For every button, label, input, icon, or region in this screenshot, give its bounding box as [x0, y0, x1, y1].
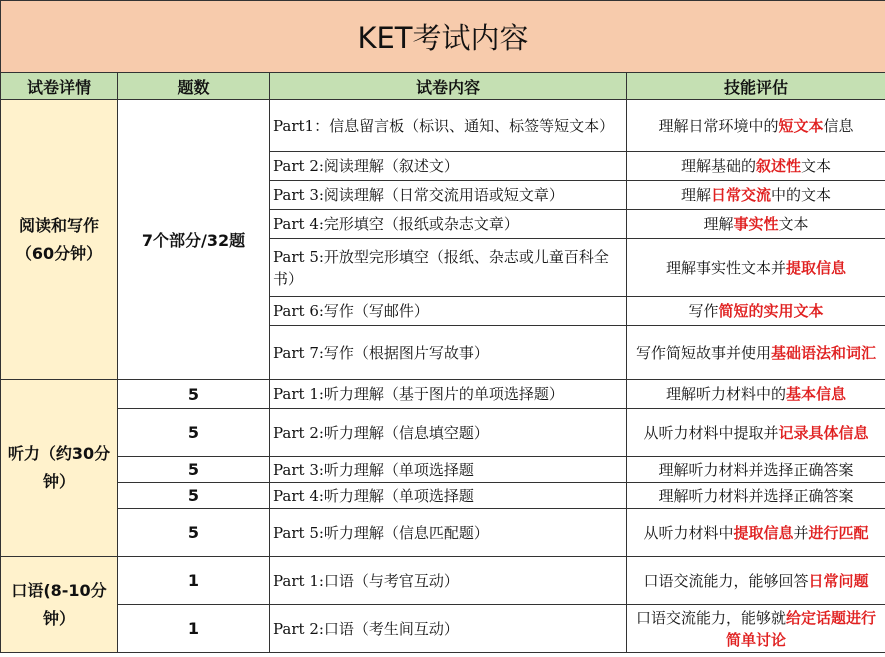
skill-text: 中的文本 [771, 186, 832, 204]
skill-text: 理解听力材料中的 [665, 385, 786, 403]
listening-part-3-skill [627, 457, 885, 483]
skill-text: 从听力材料中提取并 [643, 423, 779, 442]
listening-part-2-content: Part 2:听力理解（信息填空题） [270, 409, 627, 457]
reading-question-count: 7个部分/32题 [118, 100, 270, 380]
speaking-part-1-content: Part 1:口语（与考官互动） [270, 557, 627, 605]
skill-text: 口语交流能力，能够就 [635, 608, 786, 627]
skill-highlight-text: 日常问题 [808, 571, 869, 590]
speaking-part-2-skill [627, 605, 885, 653]
skill-text: 理解基础的 [680, 157, 756, 175]
reading-part-2-content: Part 2:阅读理解（叙述文） [270, 152, 627, 181]
skill-highlight-text: 提取信息 [733, 523, 794, 542]
listening-part-3-count: 5 [118, 457, 270, 483]
skill-highlight-text: 记录具体信息 [778, 423, 869, 442]
skill-text: 文本 [778, 215, 809, 233]
skill-highlight-text: 进行匹配 [808, 523, 869, 542]
skill-highlight-text: 简短的实用文本 [718, 302, 824, 320]
skill-text: 理解 [680, 186, 711, 204]
skill-text: 信息 [823, 116, 854, 135]
reading-part-4-skill [627, 210, 885, 239]
skill-highlight-text: 事实性 [733, 215, 779, 233]
listening-part-2-count: 5 [118, 409, 270, 457]
skill-highlight-text: 基本信息 [786, 385, 847, 403]
header-skill-assessment: 技能评估 [627, 73, 885, 100]
reading-part-3-content: Part 3:阅读理解（日常交流用语或短文章） [270, 181, 627, 210]
skill-text: 理解听力材料并选择正确答案 [658, 486, 854, 505]
reading-part-2-skill [627, 152, 885, 181]
page-title: KET考试内容 [1, 1, 885, 73]
reading-part-5-skill [627, 239, 885, 297]
section-reading-writing-label: 阅读和写作（60分钟） [1, 100, 118, 380]
skill-text: 理解听力材料并选择正确答案 [658, 460, 854, 479]
speaking-part-1-count: 1 [118, 557, 270, 605]
listening-part-4-count: 5 [118, 483, 270, 509]
reading-part-1-skill [627, 100, 885, 152]
reading-part-1-content: Part1：信息留言板（标识、通知、标签等短文本） [270, 100, 627, 152]
listening-part-4-skill [627, 483, 885, 509]
speaking-part-2-count: 1 [118, 605, 270, 653]
speaking-part-2-content: Part 2:口语（考生间互动） [270, 605, 627, 653]
listening-part-1-content: Part 1:听力理解（基于图片的单项选择题） [270, 380, 627, 409]
listening-part-4-content: Part 4:听力理解（单项选择题 [270, 483, 627, 509]
skill-text: 理解 [703, 215, 734, 233]
skill-highlight-text: 短文本 [778, 116, 824, 135]
writing-part-6-content: Part 6:写作（写邮件） [270, 297, 627, 326]
listening-part-1-skill [627, 380, 885, 409]
listening-part-5-skill [627, 509, 885, 557]
header-paper-details: 试卷详情 [1, 73, 118, 100]
listening-part-5-content: Part 5:听力理解（信息匹配题） [270, 509, 627, 557]
listening-part-5-count: 5 [118, 509, 270, 557]
reading-part-3-skill [627, 181, 885, 210]
skill-highlight-text: 日常交流 [710, 186, 771, 204]
skill-text: 从听力材料中 [643, 523, 734, 542]
skill-text: 理解事实性文本并 [665, 258, 786, 277]
skill-text: 文本 [801, 157, 832, 175]
skill-highlight-text: 基础语法和词汇 [771, 343, 877, 362]
writing-part-6-skill [627, 297, 885, 326]
listening-part-3-content: Part 3:听力理解（单项选择题 [270, 457, 627, 483]
section-speaking-label: 口语(8-10分钟） [1, 557, 118, 653]
speaking-part-1-skill [627, 557, 885, 605]
listening-part-1-count: 5 [118, 380, 270, 409]
reading-part-5-content: Part 5:开放型完形填空（报纸、杂志或儿童百科全书） [270, 239, 627, 297]
skill-highlight-text: 叙述性 [755, 157, 801, 175]
reading-part-4-content: Part 4:完形填空（报纸或杂志文章） [270, 210, 627, 239]
skill-text: 口语交流能力，能够回答 [643, 571, 809, 590]
header-question-count: 题数 [118, 73, 270, 100]
skill-text: 写作简短故事并使用 [635, 343, 771, 362]
header-paper-content: 试卷内容 [270, 73, 627, 100]
writing-part-7-skill [627, 326, 885, 380]
skill-highlight-text: 提取信息 [786, 258, 847, 277]
writing-part-7-content: Part 7:写作（根据图片写故事） [270, 326, 627, 380]
skill-text: 并 [793, 523, 809, 542]
skill-highlight-text: 给定话题进行简单讨论 [725, 608, 877, 649]
listening-part-2-skill [627, 409, 885, 457]
section-listening-label: 听力（约30分钟） [1, 380, 118, 557]
skill-text: 写作 [688, 302, 719, 320]
skill-text: 理解日常环境中的 [658, 116, 779, 135]
